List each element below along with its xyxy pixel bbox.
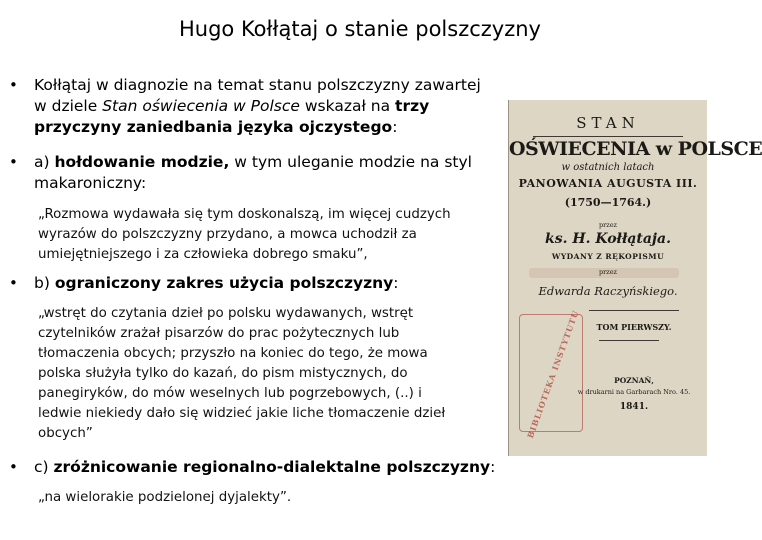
quote-2-line-3: tłomaczenia obcych; przyszło na koniec do tego, że mowa [38, 346, 428, 361]
quote-2-line-2: czytelników zrażał pisarzów do prac pożytecznych lub [38, 326, 400, 341]
cover-przez: przez [599, 221, 617, 229]
cover-poznan: POZNAŃ, [614, 376, 654, 385]
book-cover-image [508, 100, 762, 456]
library-stamp-text: BIBLIOTEKA INSTYTUTU [525, 308, 581, 440]
cover-editor: Edwarda Raczyńskiego. [538, 284, 678, 298]
quote-1-line-1: „Rozmowa wydawała się tym doskonalszą, im więcej cudzych [38, 207, 451, 222]
cover-rule [533, 136, 683, 137]
cover-rule [589, 310, 679, 311]
cover-oswiecenia: OŚWIECENIA w POLSCE [509, 138, 762, 160]
quote-2-line-7: obcych” [38, 426, 93, 441]
quote-3: „na wielorakie podzielonej dyjalekty”. [38, 490, 292, 505]
cover-year: 1841. [619, 402, 649, 412]
bullet-1-line-2: w dziele Stan oświecenia w Polsce wskazał na trzy [34, 97, 430, 115]
cover-drukarnia: w drukarni na Garbarach Nro. 45. [577, 388, 691, 396]
bullet-2-line-1: a) hołdowanie modzie, w tym uleganie modzie na styl [34, 153, 472, 171]
quote-2-line-1: „wstręt do czytania dzieł po polsku wydawanych, wstręt [38, 306, 414, 321]
bullet-1-line-1: Kołłątaj w diagnozie na temat stanu polszczyzny zawartej [34, 76, 481, 94]
quote-2-line-5: panegiryków, do mów weselnych lub pogrzebowych, (..) i [38, 386, 422, 401]
cover-przez-2: przez [599, 268, 617, 276]
quote-2-line-6: ledwie niekiedy dało się widzieć jakie liche tłomaczenie dzieł [38, 406, 446, 421]
cover-wydany: WYDANY Z RĘKOPISMU [551, 252, 665, 261]
bullet-marker: • [9, 76, 18, 94]
slide-title: Hugo Kołłątaj o stanie polszczyzny [179, 17, 541, 41]
bullet-marker: • [9, 458, 18, 476]
quote-1-line-3: umiejętniejszego i za człowieka dobrego smaku”, [38, 247, 368, 262]
quote-1-line-2: wyrazów do polszczyzny przydano, a mowca uchodził za [38, 227, 417, 242]
quote-2-line-4: polska służyła tylko do kazań, do pism mistycznych, do [38, 366, 408, 381]
bullet-4: c) zróżnicowanie regionalno-dialektalne polszczyzny: [34, 458, 496, 476]
cover-years: (1750—1764.) [564, 196, 652, 209]
bullet-marker: • [9, 274, 18, 292]
bullet-marker: • [9, 153, 18, 171]
bullet-2-line-2: makaroniczny: [34, 174, 147, 192]
cover-rule [599, 340, 659, 341]
cover-w-ostatnich: w ostatnich latach [561, 162, 655, 173]
bullet-3: b) ograniczony zakres użycia polszczyzny: [34, 274, 399, 292]
cover-author: ks. H. Kołłątaja. [545, 231, 671, 247]
cover-tom: TOM PIERWSZY. [596, 322, 672, 332]
cover-stan: STAN [576, 114, 640, 132]
cover-panowania: PANOWANIA AUGUSTA III. [518, 177, 698, 190]
bullet-1-line-3: przyczyny zaniedbania języka ojczystego: [34, 118, 398, 136]
